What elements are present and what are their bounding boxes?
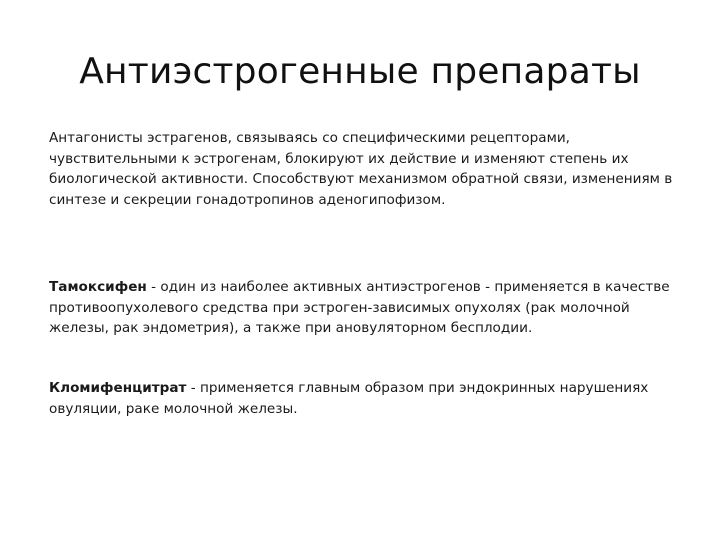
drug-paragraph-clomiphene bbox=[49, 378, 681, 419]
drug-description: - один из наиболее активных антиэстрогенов - применяется в качестве противоопухолевого средства при эстроген-зависимых опухолях (рак молочной железы, рак эндометрия), а также при ановуляторном бесплодии. bbox=[49, 279, 670, 336]
drug-name: Тамоксифен bbox=[49, 279, 147, 295]
slide-title: Антиэстрогенные препараты bbox=[79, 51, 641, 92]
drug-description: - применяется главным образом при эндокринных нарушениях овуляции, раке молочной железы. bbox=[49, 380, 649, 417]
drug-paragraph-tamoxifen bbox=[49, 277, 681, 339]
intro-paragraph: Антагонисты эстрагенов, связываясь со специфическими рецепторами, чувствительными к эстрогенам, блокируют их действие и изменяют степень их биологической активности. Способствуют механизмом обратной связи, изменениям в синтезе и секреции гонадотропинов аденогипофизом. bbox=[49, 130, 673, 208]
drug-name: Кломифенцитрат bbox=[49, 380, 187, 396]
